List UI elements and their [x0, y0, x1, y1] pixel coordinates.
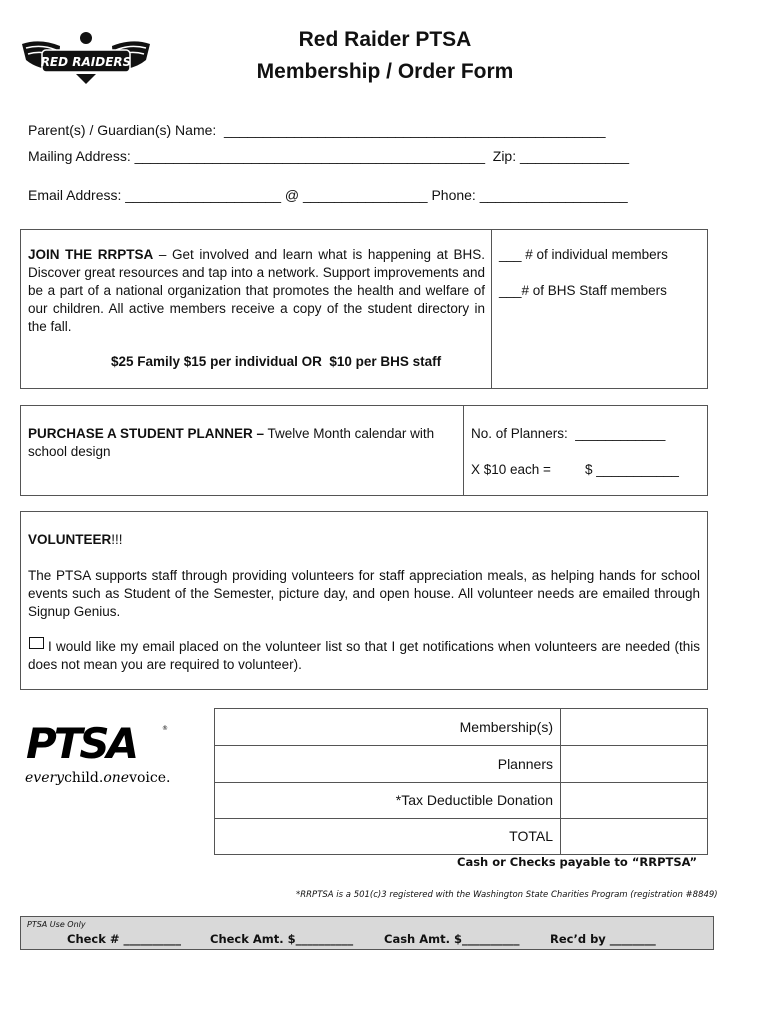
planner-price-label: X $10 each = — [471, 462, 551, 477]
totals-row-membership: Membership(s) — [459, 719, 553, 735]
page-subtitle: Membership / Order Form — [256, 60, 514, 83]
footnote: *RRPTSA is a 501(c)3 registered with the Washington State Charities Program (registration #8849) — [296, 890, 718, 900]
totals-row-planners: Planners — [497, 756, 553, 772]
staff-members-field[interactable]: ___# of BHS Staff members — [499, 283, 667, 298]
page-title: Red Raider PTSA — [298, 28, 472, 51]
totals-row-total: TOTAL — [509, 828, 553, 844]
volunteer-description: The PTSA supports staff through providing volunteers for staff appreciation meals, as helping hands for school events such as Student of the Semester, picture day, and open house. All volunteer needs are emailed through Signup Genius. — [28, 568, 700, 619]
school-logo-text: RED RAIDERS — [40, 55, 132, 69]
volunteer-opt-in-label: I would like my email placed on the volunteer list so that I get notifications when volunteers are needed (this does not mean you are required to volunteer). — [28, 639, 700, 672]
school-logo — [20, 30, 152, 86]
office-use-bar — [20, 916, 714, 950]
planner-price-field[interactable]: $ ___________ — [585, 462, 679, 477]
membership-prices: $25 Family $15 per individual OR $10 per BHS staff — [111, 354, 442, 369]
join-description: JOIN THE RRPTSA – Get involved and learn what is happening at BHS. Discover great resources and tap into a network. Support improvements and be a part of a national organization that promotes the health and welfare of our children. All active members receive a copy of the student directory in the fall. — [28, 247, 486, 334]
membership-amount-cell[interactable] — [561, 709, 707, 745]
planners-amount-cell[interactable] — [561, 746, 707, 782]
planner-count-field[interactable]: No. of Planners: ____________ — [471, 426, 666, 441]
join-section — [20, 229, 708, 389]
totals-table — [214, 708, 708, 855]
cash-amount-field[interactable]: Cash Amt. $__________ — [384, 932, 520, 946]
email-phone-field[interactable]: Email Address: ____________________ @ ________________ Phone: ___________________ — [28, 187, 628, 203]
office-use-label: PTSA Use Only — [27, 920, 86, 929]
volunteer-heading: VOLUNTEER — [28, 532, 112, 547]
volunteer-heading-wrap: VOLUNTEER!!! — [28, 532, 123, 547]
check-amount-field[interactable]: Check Amt. $__________ — [210, 932, 354, 946]
individual-members-field[interactable]: ___ # of individual members — [499, 247, 668, 262]
parent-name-field[interactable]: Parent(s) / Guardian(s) Name: _________________________________________________ — [28, 122, 606, 138]
helmet-icon — [80, 32, 92, 44]
total-amount-cell[interactable] — [561, 819, 707, 854]
received-by-field[interactable]: Rec’d by ________ — [550, 932, 656, 946]
payable-note: Cash or Checks payable to “RRPTSA” — [457, 855, 698, 869]
ptsa-tagline: everychild.onevoice. — [25, 770, 171, 786]
totals-row-donation: *Tax Deductible Donation — [395, 792, 553, 808]
volunteer-section — [20, 511, 708, 690]
ptsa-logo — [24, 718, 174, 788]
ptsa-wordmark: PTSA — [26, 719, 137, 768]
mailing-address-field[interactable]: Mailing Address: _____________________________________________ Zip: ______________ — [28, 148, 629, 164]
svg-text:®: ® — [162, 725, 168, 732]
planner-description: PURCHASE A STUDENT PLANNER – Twelve Month calendar with school design — [28, 426, 435, 459]
planner-section — [20, 405, 708, 496]
check-number-field[interactable]: Check # __________ — [67, 932, 182, 946]
donation-amount-cell[interactable] — [561, 783, 707, 818]
join-heading: JOIN THE RRPTSA — [28, 247, 154, 262]
planner-heading: PURCHASE A STUDENT PLANNER – — [28, 426, 265, 441]
